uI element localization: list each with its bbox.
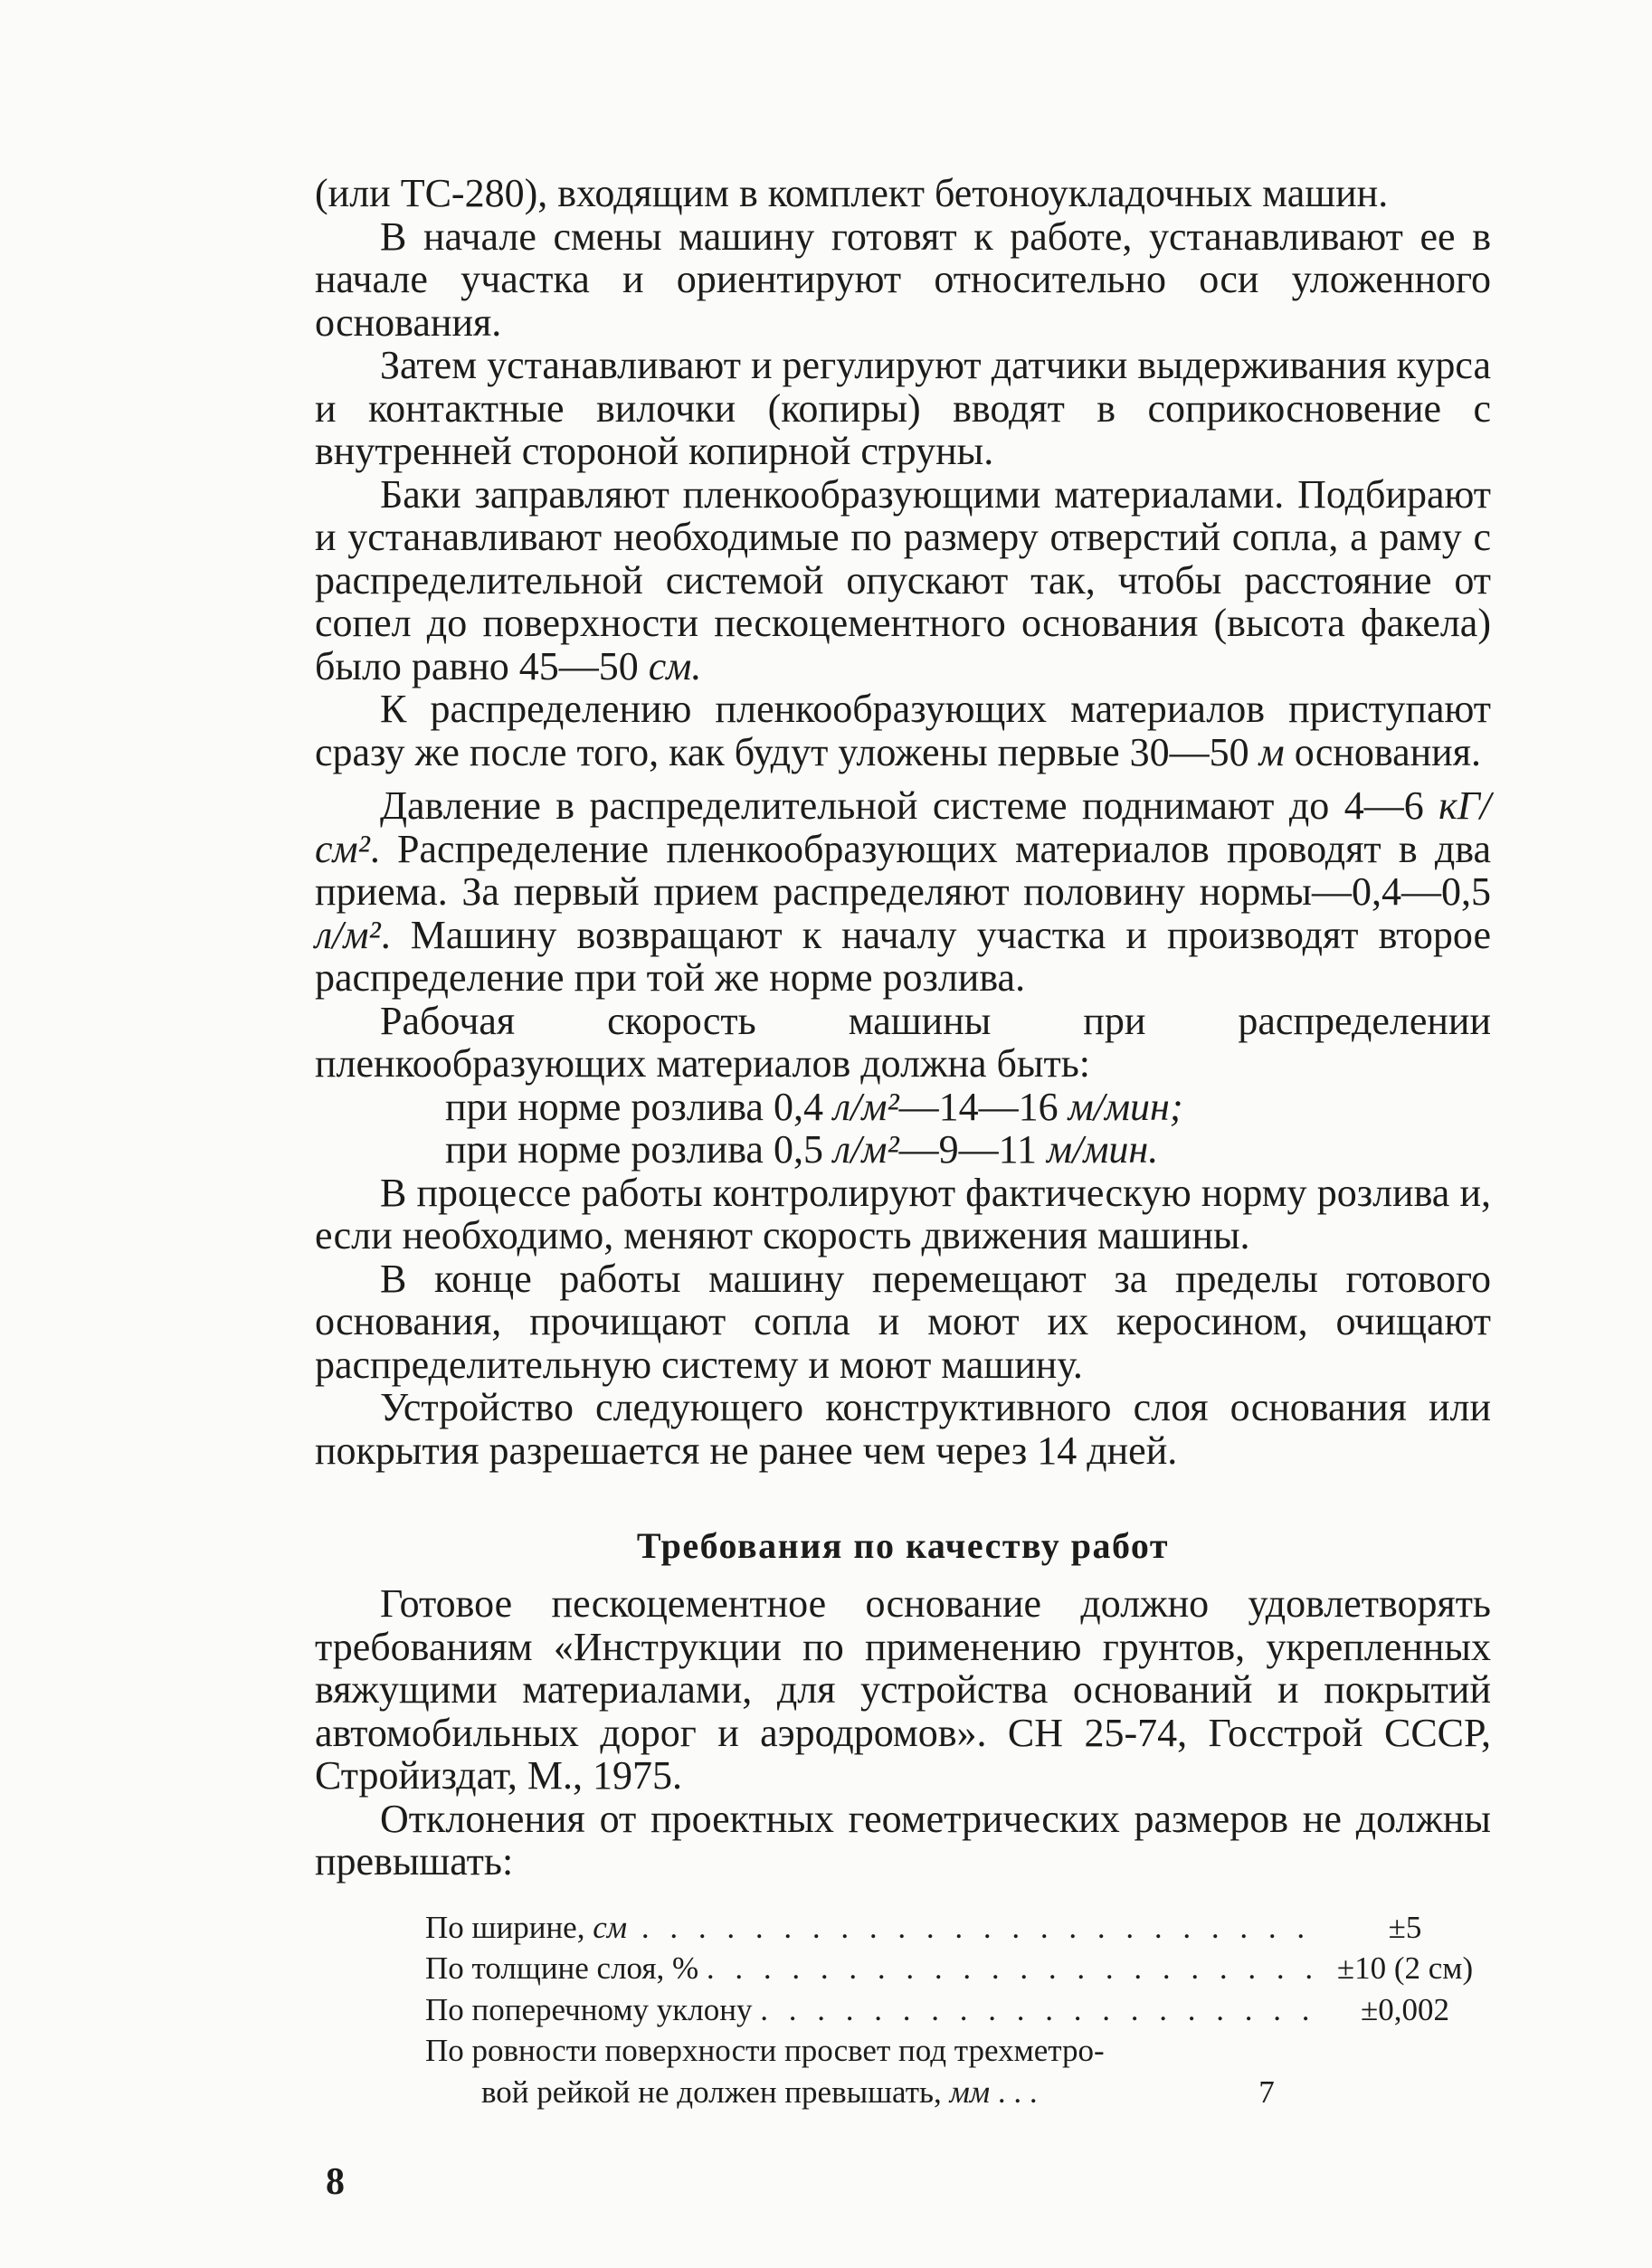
text: . Машину возвращают к началу участка и производят второе распределение при той же норме розлива.	[315, 912, 1491, 1000]
text: По ровности поверхности просвет под трехметро-	[425, 2033, 1105, 2068]
paragraph-continuation: (или ТС-280), входящим в комплект бетоноукладочных машин.	[315, 171, 1389, 215]
text: основания.	[1284, 729, 1481, 774]
tolerance-row	[425, 2030, 1491, 2112]
text: По толщине слоя, %	[425, 1950, 707, 1986]
paragraph	[315, 688, 1491, 773]
paragraph	[315, 473, 1491, 688]
text: По поперечному уклону	[425, 1991, 761, 2027]
tolerance-label	[425, 2030, 1181, 2112]
tolerance-label	[425, 1907, 1319, 1949]
paragraph: Готовое пескоцементное основание должно удовлетворять требованиям «Инструкции по применению грунтов, укрепленных вяжущими материалами, для устройства оснований и покрытий автомобильных дорог и аэродромов». СН 25-74, Госстрой СССР, Стройиздат, М., 1975.	[315, 1581, 1491, 1798]
section-heading: Требования по качеству работ	[636, 1525, 1170, 1566]
paragraph	[315, 784, 1491, 1000]
text: при норме розлива 0,4	[445, 1084, 833, 1129]
paragraph: Отклонения от проектных геометрических размеров не должны превышать:	[315, 1796, 1491, 1884]
tolerance-value: 7	[1258, 2073, 1275, 2110]
tolerance-label-line2	[425, 2072, 1181, 2113]
text: при норме розлива 0,5	[445, 1127, 833, 1172]
unit: см	[593, 1909, 628, 1945]
unit: см.	[648, 643, 702, 688]
tolerance-label	[425, 1989, 1319, 2031]
unit: л/м²	[832, 1084, 899, 1129]
unit: м/мин;	[1068, 1084, 1183, 1129]
rate-line	[315, 1086, 1491, 1129]
unit: м	[1258, 729, 1285, 774]
paragraph: В начале смены машину готовят к работе, устанавливают ее в начале участка и ориентируют относительно оси уложенного основания.	[315, 214, 1491, 345]
unit: м/мин.	[1047, 1127, 1159, 1172]
text: К распределению пленкообразующих материалов приступают сразу же после того, как будут уложены первые 30—50	[315, 687, 1491, 774]
paragraph: Затем устанавливают и регулируют датчики выдерживания курса и контактные вилочки (копиры) вводят в соприкосновение с внутренней стороной копирной струны.	[315, 343, 1491, 473]
tolerance-table	[315, 1907, 1491, 2113]
text: . Распределение пленкообразующих материалов проводят в два приема. За первый прием распределяют половину нормы—0,4—0,5	[315, 826, 1491, 914]
tolerance-label	[425, 1948, 1319, 1989]
page-body	[315, 172, 1491, 2112]
text: Давление в распределительной системе поднимают до 4—6	[380, 783, 1439, 828]
tolerance-row	[425, 1948, 1491, 1989]
text: —9—11	[898, 1127, 1048, 1172]
paragraph: В конце работы машину перемещают за пределы готового основания, прочищают сопла и моют их керосином, очищают распределительную систему и моют машину.	[315, 1256, 1491, 1387]
unit: л/м²	[315, 912, 381, 957]
text: —14—16	[898, 1084, 1068, 1129]
tolerance-value: ±10 (2 см)	[1336, 1950, 1474, 1986]
leader-dots: . . .	[990, 2073, 1038, 2110]
tolerance-row	[425, 1907, 1491, 1949]
text: По ширине,	[425, 1909, 593, 1945]
tolerance-row	[425, 1989, 1491, 2031]
text: Баки заправляют пленкообразующими материалами. Подбирают и устанавливают необходимые по размеру отверстий сопла, а раму с распределительной системой опускают так, чтобы расстояние от сопел до поверхности пескоцементного основания (высота факела) было равно 45—50	[315, 471, 1491, 688]
unit: л/м²	[832, 1127, 899, 1172]
unit: кГ/см²	[315, 783, 1491, 871]
paragraph: Устройство следующего конструктивного слоя основания или покрытия разрешается не ранее чем через 14 дней.	[315, 1385, 1491, 1473]
text: вой рейкой не должен превышать,	[481, 2073, 950, 2110]
unit: мм	[949, 2073, 991, 2110]
paragraph: Рабочая скорость машины при распределении пленкообразующих материалов должна быть:	[315, 998, 1491, 1086]
paragraph: В процессе работы контролируют фактическую норму розлива и, если необходимо, меняют скорость движения машины.	[315, 1170, 1491, 1257]
tolerance-value: ±5	[1388, 1909, 1422, 1945]
rate-line	[315, 1128, 1491, 1172]
tolerance-value: ±0,002	[1361, 1991, 1449, 2027]
page-number: 8	[326, 2161, 345, 2203]
